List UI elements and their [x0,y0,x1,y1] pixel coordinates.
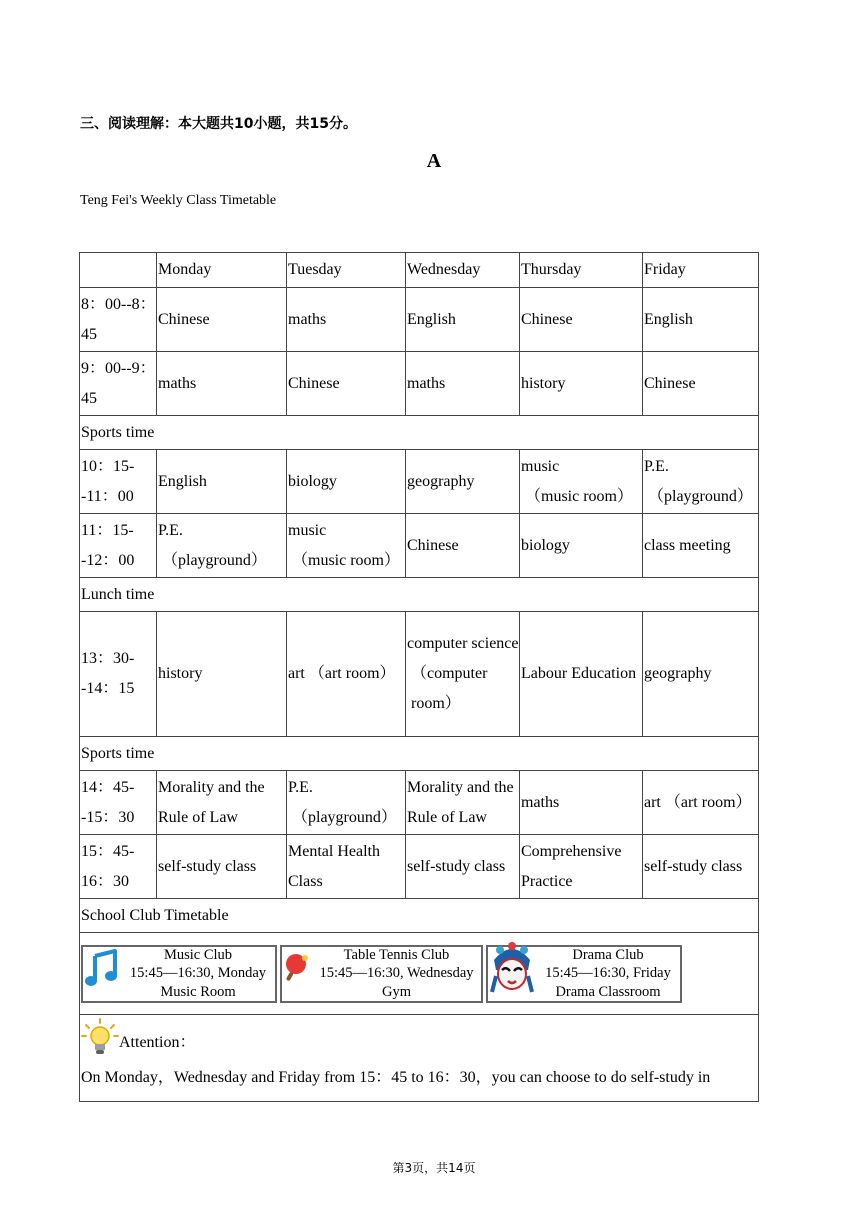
class-name: P.E. [158,521,183,539]
period-time: 9：00--9：45 [80,352,157,416]
club-cards [81,943,758,1005]
class-cell: Chinese [157,288,287,352]
class-cell: maths [406,352,520,416]
club-info [121,946,275,1002]
period-row [80,612,759,737]
class-cell: self-study class [406,835,520,899]
club-cell [80,933,759,1015]
day-header: Wednesday [406,253,520,288]
day-header: Tuesday [287,253,406,288]
sports-time-label: Sports time [80,737,759,771]
class-cell: Chinese [287,352,406,416]
class-cell: Chinese [643,352,759,416]
day-header: Monday [157,253,287,288]
club-place: Gym [382,983,411,1000]
class-cell: history [157,612,287,737]
club-time: 15:45—16:30, Monday [129,965,267,982]
music-note-icon [85,948,119,999]
break-row [80,416,759,450]
notice-text: On Monday，Wednesday and Friday from 15：45 to 16：30，you can choose to do self-study in [81,1069,711,1086]
class-cell [157,514,287,578]
attention-label: Attention： [119,1034,196,1051]
period-row [80,771,759,835]
day-header: Thursday [520,253,643,288]
period-row [80,514,759,578]
passage-letter: A [426,150,442,172]
header-row [80,253,759,288]
class-room: （playground） [292,808,397,826]
class-cell: maths [287,288,406,352]
class-cell: Labour Education [520,612,643,737]
period-time: 10：15--11：00 [80,450,157,514]
lightbulb-icon [81,1018,119,1069]
sports-time-label: Sports time [80,416,759,450]
class-room: （computer room） [411,665,488,712]
class-cell: Morality and the Rule of Law [406,771,520,835]
class-name: music [288,521,327,539]
class-cell: Chinese [406,514,520,578]
class-timetable [79,252,759,1102]
period-time: 14：45--15：30 [80,771,157,835]
timetable-title: Teng Fei's Weekly Class Timetable [80,193,277,208]
class-cell: maths [520,771,643,835]
period-row [80,288,759,352]
class-name: music [521,457,560,475]
class-cell: history [520,352,643,416]
class-name: P.E. [288,778,313,796]
drama-club-card [486,945,682,1003]
class-cell: self-study class [643,835,759,899]
class-cell: Mental Health Class [287,835,406,899]
club-place: Music Room [160,983,236,1000]
class-cell: art （art room） [643,771,759,835]
class-name: P.E. [644,457,669,475]
class-cell: Morality and the Rule of Law [157,771,287,835]
break-row [80,578,759,612]
class-cell: English [643,288,759,352]
class-cell [287,514,406,578]
class-cell [287,771,406,835]
class-cell: Chinese [520,288,643,352]
attention-row [80,1015,759,1102]
period-time: 11：15--12：00 [80,514,157,578]
class-cell: class meeting [643,514,759,578]
club-section-title: School Club Timetable [80,899,759,933]
class-cell: biology [287,450,406,514]
section-heading: 三、阅读理解：本大题共10小题，共15分。 [80,116,357,132]
club-title-row [80,899,759,933]
ping-pong-paddle-icon [284,953,310,994]
class-cell [406,612,520,737]
club-name: Music Club [163,946,233,963]
class-cell: self-study class [157,835,287,899]
attention-header [81,1023,758,1063]
class-cell: Comprehensive Practice [520,835,643,899]
club-place: Drama Classroom [555,983,661,1000]
class-cell: geography [643,612,759,737]
club-name: Drama Club [572,946,644,963]
club-name: Table Tennis Club [343,946,450,963]
club-time: 15:45—16:30, Friday [545,965,671,982]
class-room: （playground） [648,487,753,505]
table-tennis-club-card [280,945,483,1003]
break-row [80,737,759,771]
class-cell: biology [520,514,643,578]
period-time: 8：00--8：45 [80,288,157,352]
day-header: Friday [643,253,759,288]
class-cell: English [157,450,287,514]
class-cell: geography [406,450,520,514]
period-row [80,450,759,514]
club-info [312,946,481,1002]
class-room: （music room） [525,487,633,505]
attention-cell [80,1015,759,1102]
class-cell: art （art room） [287,612,406,737]
period-time: 13：30--14：15 [80,612,157,737]
class-cell [520,450,643,514]
club-row [80,933,759,1015]
period-row [80,835,759,899]
period-time: 15：45-16：30 [80,835,157,899]
class-room: （music room） [292,551,400,569]
class-cell: English [406,288,520,352]
club-info [536,946,680,1002]
page-footer: 第3页，共14页 [392,1161,476,1175]
opera-mask-icon [490,940,534,1007]
class-cell: maths [157,352,287,416]
class-cell [643,450,759,514]
lunch-time-label: Lunch time [80,578,759,612]
class-room: （playground） [162,551,267,569]
period-row [80,352,759,416]
corner-cell [80,253,157,288]
class-name: computer science [407,635,519,652]
music-club-card [81,945,277,1003]
club-time: 15:45—16:30, Wednesday [319,965,474,982]
